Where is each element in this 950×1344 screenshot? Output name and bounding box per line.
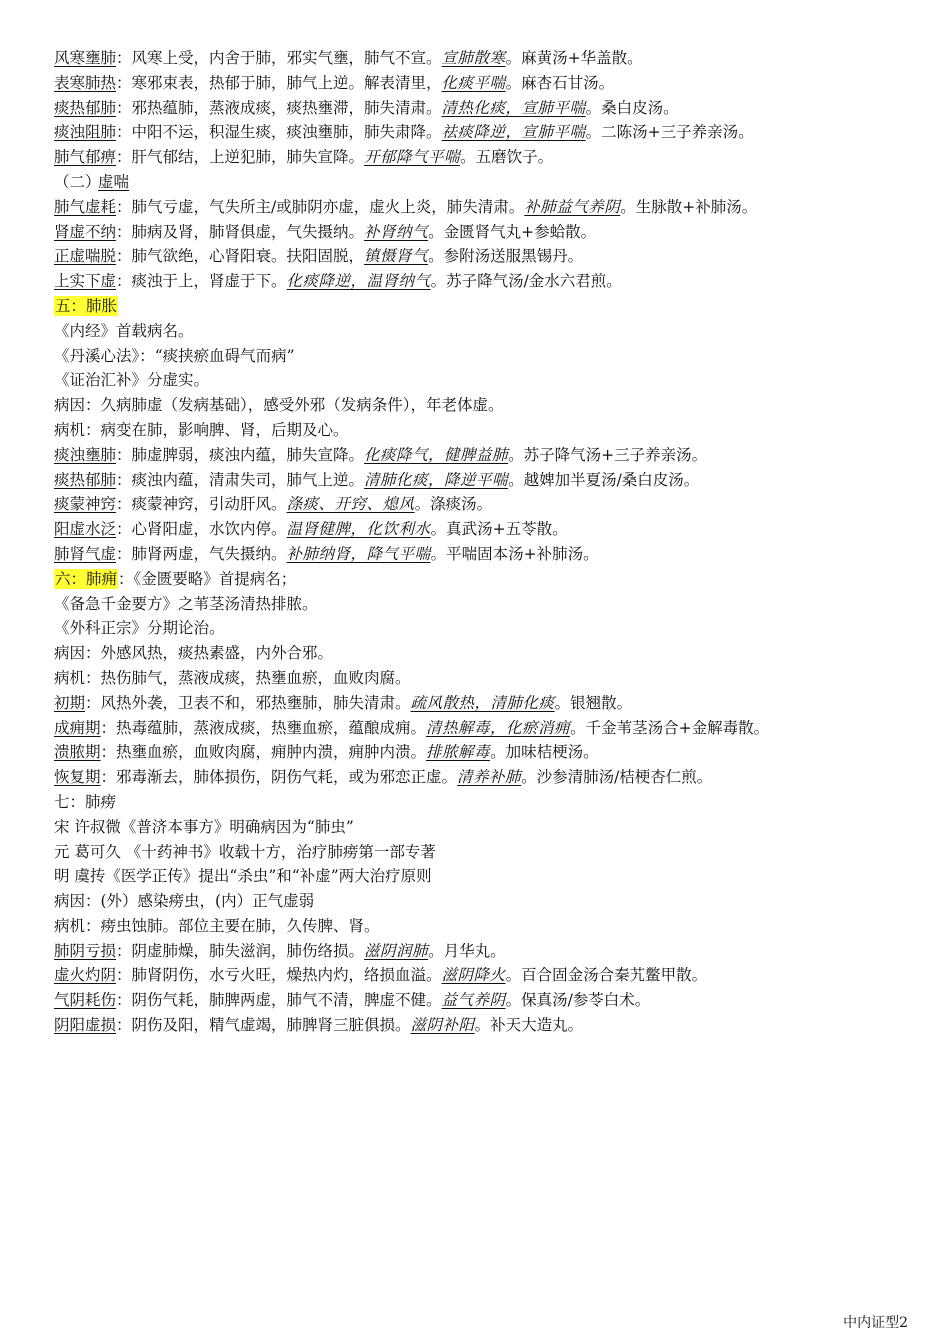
syndrome-name: 虚火灼阴 [54, 966, 117, 985]
formula-text: 苏子降气汤+三子养亲汤。 [523, 445, 708, 464]
treatment-principle: 化痰平喘 [441, 73, 506, 92]
formula-text: 桑白皮汤。 [601, 98, 679, 117]
pathogenesis-text: 中阳不运，积湿生痰，痰浊壅肺，肺失肃降。 [131, 123, 442, 142]
line-text: 宋 许叔微《普济本事方》明确病因为“肺虫” [54, 817, 354, 836]
line-text: 《丹溪心法》：“痰挟瘀血碍气而病” [54, 346, 295, 365]
text-line [54, 790, 914, 815]
pathogenesis-text: 痰浊于上，肾虚于下。 [131, 272, 287, 291]
treatment-principle: 祛痰降逆，宣肺平喘 [441, 123, 586, 142]
line-text: 《证治汇补》分虚实。 [54, 371, 210, 390]
formula-text: 五磨饮子。 [475, 148, 554, 167]
pathogenesis-text: 阴虚肺燥，肺失滋润，肺伤络损。 [131, 941, 365, 960]
text-line [54, 864, 914, 889]
pathogenesis-text: 肺肾两虚，气失摄纳。 [131, 544, 287, 563]
line-text: 病因：久病肺虚（发病基础），感受外邪（发病条件），年老体虚。 [54, 396, 504, 415]
formula-text: 银翘散。 [570, 693, 633, 712]
treatment-principle: 滋阴降火 [441, 966, 506, 985]
syndrome-line: 痰热郁肺：痰浊内蕴，清肃失司，肺气上逆。清肺化痰，降逆平喘。越婢加半夏汤/桑白皮汤。 [54, 470, 700, 489]
treatment-principle: 疏风散热，清肺化痰 [410, 693, 555, 712]
treatment-principle: 补肺纳肾，降气平喘 [286, 544, 431, 563]
treatment-principle: 化痰降逆，温肾纳气 [286, 272, 431, 291]
formula-text: 沙参清肺汤/桔梗杏仁煎。 [536, 768, 713, 787]
treatment-principle: 清养补肺 [457, 768, 522, 787]
syndrome-line: 痰浊阻肺：中阳不运，积湿生痰，痰浊壅肺，肺失肃降。祛痰降逆，宣肺平喘。二陈汤+三子养亲汤。 [54, 123, 754, 142]
pathogenesis-text: 痰浊内蕴，清肃失司，肺气上逆。 [131, 470, 365, 489]
syndrome-line: 肺气郁痹：肝气郁结，上逆犯肺，肺失宣降。开郁降气平喘。五磨饮子。 [54, 148, 554, 167]
text-line [54, 641, 914, 666]
pathogenesis-text: 风寒上受，内舍于肺，邪实气壅，肺气不宣。 [131, 49, 442, 67]
syndrome-line: 表寒肺热：寒邪束表，热郁于肺，肺气上逆。解表清里，化痰平喘。麻杏石甘汤。 [54, 73, 615, 92]
treatment-principle: 滋阴润肺 [364, 941, 429, 960]
text-line [54, 344, 914, 369]
syndrome-name: 肺气郁痹 [54, 148, 117, 167]
treatment-principle: 清热化痰，宣肺平喘 [441, 98, 586, 117]
pathogenesis-text: 阴伤气耗，肺脾两虚，肺气不清，脾虚不健。 [131, 991, 442, 1010]
line-text: 病机：病变在肺，影响脾、肾，后期及心。 [54, 420, 349, 439]
formula-text: 金匮肾气丸+参蛤散。 [443, 222, 597, 241]
syndrome-name: 肺阴亏损 [54, 941, 117, 960]
pathogenesis-text: 肺气欲绝，心肾阳衰。扶阳固脱， [131, 247, 365, 266]
line-text: 病因：(外）感染痨虫，(内）正气虚弱 [54, 892, 315, 911]
pathogenesis-text: 寒邪束表，热郁于肺，肺气上逆。解表清里， [131, 73, 442, 92]
pathogenesis-text: 热毒蕴肺，蒸液成痰，热壅血瘀，蕴酿成痈。 [116, 718, 427, 737]
treatment-principle: 排脓解毒 [426, 743, 491, 762]
formula-text: 麻杏石甘汤。 [521, 73, 615, 92]
text-line [54, 616, 914, 641]
syndrome-line: 肺气虚耗：肺气亏虚，气失所主/或肺阴亦虚，虚火上炎，肺失清肃。补肺益气养阴。生脉散+补肺汤。 [54, 197, 758, 216]
pathogenesis-text: 肺气亏虚，气失所主/或肺阴亦虚，虚火上炎，肺失清肃。 [131, 197, 525, 216]
formula-text: 千金苇茎汤合+金解毒散。 [585, 718, 770, 737]
formula-text: 保真汤/参苓白术。 [521, 991, 651, 1010]
syndrome-name: 阴阳虚损 [54, 1016, 117, 1035]
pathogenesis-text: 心肾阳虚，水饮内停。 [131, 520, 287, 539]
syndrome-name: 肺气虚耗 [54, 197, 117, 216]
treatment-principle: 温肾健脾，化饮利水 [286, 520, 431, 539]
text-line [54, 319, 914, 344]
treatment-principle: 清热解毒，化瘀消痈 [426, 718, 571, 737]
syndrome-name: 上实下虚 [54, 272, 117, 291]
syndrome-line: 肾虚不纳：肺病及肾，肺肾俱虚，气失摄纳。补肾纳气。金匮肾气丸+参蛤散。 [54, 222, 597, 241]
treatment-principle: 补肾纳气 [364, 222, 429, 241]
line-text: 元 葛可久 《十药神书》收载十方，治疗肺痨第一部专著 [54, 842, 436, 861]
formula-text: 加味桔梗汤。 [505, 743, 599, 762]
syndrome-name: 痰热郁肺 [54, 470, 117, 489]
syndrome-line: 痰热郁肺：邪热蕴肺，蒸液成痰，痰热壅滞，肺失清肃。清热化痰，宣肺平喘。桑白皮汤。 [54, 98, 679, 117]
syndrome-name: 风寒壅肺 [54, 49, 117, 67]
formula-text: 参附汤送服黑锡丹。 [443, 247, 584, 266]
syndrome-name: 表寒肺热 [54, 73, 117, 92]
line-text: 病机：热伤肺气，蒸液成痰，热壅血瘀，血败肉腐。 [54, 668, 411, 687]
syndrome-line: 恢复期：邪毒渐去，肺体损伤，阴伤气耗，或为邪恋正虚。清养补肺。沙参清肺汤/桔梗杏仁煎。 [54, 768, 713, 787]
subsection-heading [54, 170, 914, 195]
text-line [54, 368, 914, 393]
pathogenesis-text: 痰蒙神窍，引动肝风。 [131, 495, 287, 514]
line-text: 病机：痨虫蚀肺。部位主要在肺，久传脾、肾。 [54, 916, 380, 935]
syndrome-name: 成痈期 [54, 718, 101, 737]
syndrome-name: 肺肾气虚 [54, 544, 117, 563]
line-text: 《备急千金要方》之苇茎汤清热排脓。 [54, 594, 318, 613]
line-text: 七：肺痨 [54, 792, 117, 811]
page-footer: 中内证型2 [843, 1315, 908, 1331]
syndrome-name: 恢复期 [54, 768, 101, 787]
section-title: 五：肺胀 [55, 296, 118, 315]
formula-text: 苏子降气汤/金水六君煎。 [446, 272, 622, 291]
syndrome-line: 肺阴亏损：阴虚肺燥，肺失滋润，肺伤络损。滋阴润肺。月华丸。 [54, 941, 506, 960]
treatment-principle: 宣肺散寒 [441, 49, 506, 67]
syndrome-name: 气阴耗伤 [54, 991, 117, 1010]
syndrome-name: 溃脓期 [54, 743, 101, 762]
treatment-principle: 镇慑肾气 [364, 247, 429, 266]
section-heading [54, 567, 914, 592]
syndrome-line: 溃脓期：热壅血瘀，血败肉腐，痈肿内溃，痈肿内溃。排脓解毒。加味桔梗汤。 [54, 743, 599, 762]
text-line [54, 840, 914, 865]
pathogenesis-text: 肺肾阴伤，水亏火旺，燥热内灼，络损血溢。 [131, 966, 442, 985]
formula-text: 麻黄汤+华盖散。 [521, 49, 643, 67]
syndrome-line: 成痈期：热毒蕴肺，蒸液成痰，热壅血瘀，蕴酿成痈。清热解毒，化瘀消痈。千金苇茎汤合+金解毒散。 [54, 718, 770, 737]
pathogenesis-text: 邪毒渐去，肺体损伤，阴伤气耗，或为邪恋正虚。 [116, 768, 458, 787]
treatment-principle: 滋阴补阳 [410, 1016, 475, 1035]
treatment-principle: 益气养阴 [441, 991, 506, 1010]
line-text: 《内经》首载病名。 [54, 321, 194, 340]
formula-text: 涤痰汤。 [430, 495, 493, 514]
pathogenesis-text: 阴伤及阳，精气虚竭，肺脾肾三脏俱损。 [131, 1016, 411, 1035]
syndrome-name: 阳虚水泛 [54, 520, 117, 539]
pathogenesis-text: 邪热蕴肺，蒸液成痰，痰热壅滞，肺失清肃。 [131, 98, 442, 117]
formula-text: 补天大造丸。 [490, 1016, 584, 1035]
formula-text: 越婢加半夏汤/桑白皮汤。 [523, 470, 700, 489]
syndrome-line: 痰浊壅肺：肺虚脾弱，痰浊内蕴，肺失宣降。化痰降气，健脾益肺。苏子降气汤+三子养亲汤。 [54, 445, 708, 464]
formula-text: 平喘固本汤+补肺汤。 [446, 544, 599, 563]
formula-text: 二陈汤+三子养亲汤。 [601, 123, 754, 142]
text-line [54, 914, 914, 939]
text-line [54, 889, 914, 914]
subsection-number: （二） [54, 172, 101, 191]
section-title: 六：肺痈 [55, 569, 118, 588]
treatment-principle: 化痰降气，健脾益肺 [364, 445, 509, 464]
syndrome-name: 痰热郁肺 [54, 98, 117, 117]
pathogenesis-text: 风热外袭，卫表不和，邪热壅肺，肺失清肃。 [100, 693, 411, 712]
syndrome-name: 肾虚不纳 [54, 222, 117, 241]
syndrome-line: 虚火灼阴：肺肾阴伤，水亏火旺，燥热内灼，络损血溢。滋阴降火。百合固金汤合秦艽鳖甲散。 [54, 966, 708, 985]
pathogenesis-text: 肺病及肾，肺肾俱虚，气失摄纳。 [131, 222, 365, 241]
syndrome-line: 肺肾气虚：肺肾两虚，气失摄纳。补肺纳肾，降气平喘。平喘固本汤+补肺汤。 [54, 544, 599, 563]
subsection-title: 虚喘 [98, 172, 130, 191]
text-line [54, 666, 914, 691]
treatment-principle: 清肺化痰，降逆平喘 [364, 470, 509, 489]
treatment-principle: 涤痰、开窍、熄风 [286, 495, 415, 514]
document-body [54, 46, 914, 1038]
text-line [54, 815, 914, 840]
syndrome-name: 正虚喘脱 [54, 247, 117, 266]
syndrome-line: 初期：风热外袭，卫表不和，邪热壅肺，肺失清肃。疏风散热，清肺化痰。银翘散。 [54, 693, 633, 712]
syndrome-line: 痰蒙神窍：痰蒙神窍，引动肝风。涤痰、开窍、熄风。涤痰汤。 [54, 495, 493, 514]
syndrome-name: 初期 [54, 693, 86, 712]
syndrome-line: 气阴耗伤：阴伤气耗，肺脾两虚，肺气不清，脾虚不健。益气养阴。保真汤/参苓白术。 [54, 991, 651, 1010]
syndrome-name: 痰蒙神窍 [54, 495, 117, 514]
line-text: 明 虞抟《医学正传》提出“杀虫”和“补虚”两大治疗原则 [54, 867, 432, 886]
formula-text: 月华丸。 [443, 941, 506, 960]
text-line [54, 418, 914, 443]
text-line [54, 592, 914, 617]
syndrome-line: 阴阳虚损：阴伤及阳，精气虚竭，肺脾肾三脏俱损。滋阴补阳。补天大造丸。 [54, 1016, 584, 1035]
formula-text: 真武汤+五苓散。 [446, 520, 568, 539]
treatment-principle: 开郁降气平喘 [364, 148, 461, 167]
pathogenesis-text: 热壅血瘀，血败肉腐，痈肿内溃，痈肿内溃。 [116, 743, 427, 762]
treatment-principle: 补肺益气养阴 [524, 197, 621, 216]
section-heading [54, 294, 914, 319]
syndrome-line: 正虚喘脱：肺气欲绝，心肾阳衰。扶阳固脱，镇慑肾气。参附汤送服黑锡丹。 [54, 247, 584, 266]
section-note: ：《金匮要略》首提病名； [118, 569, 297, 588]
formula-text: 生脉散+补肺汤。 [635, 197, 758, 216]
line-text: 病因：外感风热，痰热素盛，内外合邪。 [54, 644, 334, 663]
formula-text: 百合固金汤合秦艽鳖甲散。 [521, 966, 708, 985]
syndrome-name: 痰浊壅肺 [54, 445, 117, 464]
syndrome-line: 阳虚水泛：心肾阳虚，水饮内停。温肾健脾，化饮利水。真武汤+五苓散。 [54, 520, 568, 539]
text-line [54, 393, 914, 418]
syndrome-name: 痰浊阻肺 [54, 123, 117, 142]
syndrome-line: 风寒壅肺：风寒上受，内舍于肺，邪实气壅，肺气不宣。宣肺散寒。麻黄汤+华盖散。 [54, 49, 643, 67]
pathogenesis-text: 肝气郁结，上逆犯肺，肺失宣降。 [131, 148, 365, 167]
line-text: 《外科正宗》分期论治。 [54, 619, 225, 638]
pathogenesis-text: 肺虚脾弱，痰浊内蕴，肺失宣降。 [131, 445, 365, 464]
syndrome-line: 上实下虚：痰浊于上，肾虚于下。化痰降逆，温肾纳气。苏子降气汤/金水六君煎。 [54, 272, 622, 291]
